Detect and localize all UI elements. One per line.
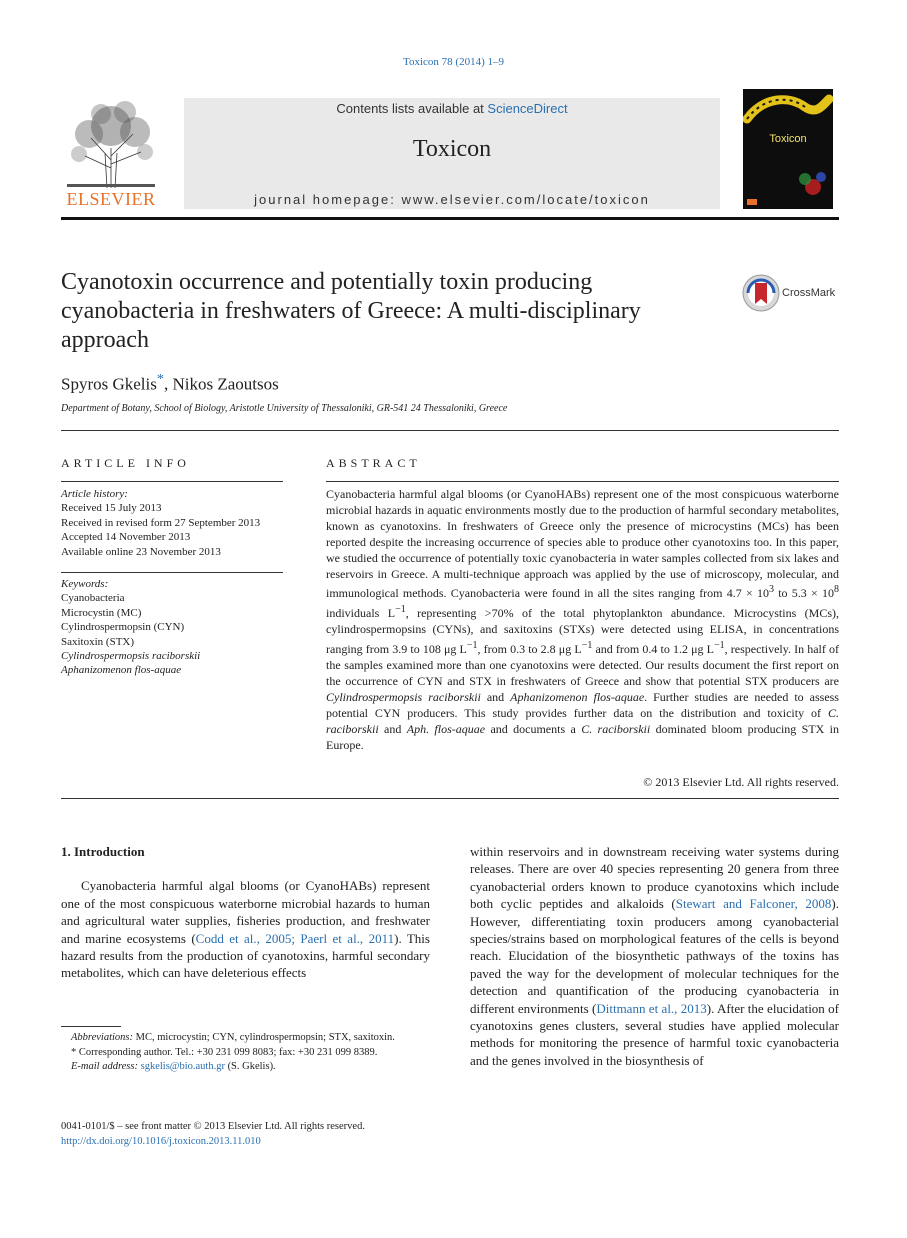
abstract-rule — [326, 481, 839, 482]
journal-citation[interactable]: Toxicon 78 (2014) 1–9 — [403, 56, 504, 68]
article-title: Cyanotoxin occurrence and potentially toxin producing cyanobacteria in freshwaters of Greece: A multi-disciplinary approach — [61, 269, 641, 353]
cover-title: Toxicon — [769, 133, 807, 145]
keyword: Cylindrospermopsin (CYN) — [61, 621, 185, 634]
corresponding-author-marker[interactable]: * — [156, 371, 164, 387]
keywords-label: Keywords: — [61, 578, 109, 590]
history-item: Accepted 14 November 2013 — [61, 531, 191, 544]
abstract-copyright: © 2013 Elsevier Ltd. All rights reserved. — [643, 775, 839, 789]
keywords-rule — [61, 572, 283, 573]
keyword: Aphanizomenon flos-aquae — [61, 664, 182, 677]
history-label: Article history: — [61, 488, 128, 500]
elsevier-tree-icon — [61, 98, 161, 190]
history-item: Received in revised form 27 September 2013 — [61, 516, 261, 529]
crossmark-badge[interactable] — [742, 274, 842, 314]
abbreviations-note: Abbreviations: MC, microcystin; CYN, cylindrospermopsin; STX, saxitoxin. — [71, 1032, 395, 1043]
intro-paragraph-continued: within reservoirs and in downstream receiving water systems during releases. There are over 40 species representing 20 genera from three cyanobacterial orders known to produce cyanotoxins which include both cyclic peptides and alkaloids (Stewart and Falconer, 2008). However, differentiating toxin producers among cyanobacterial species/strains based on morphological features of the cells is beyond reach. Elucidation of the biosynthetic pathways of the toxins has paved the way for the development of molecular techniques for the detection and quantification of the producing cyanobacteria in different environments (Dittmann et al., 2013). After the elucidation of cyanotoxins genes clusters, several studies have applied molecular methods for monitoring the presence of harmful toxic cyanobacteria and the genes involved in the biosynthesis of — [470, 844, 839, 1068]
body-column-right — [470, 843, 839, 1069]
reference-link[interactable]: Dittmann et al., 2013 — [596, 1000, 707, 1016]
footnotes — [61, 1031, 430, 1075]
crossmark-label: CrossMark — [782, 287, 836, 299]
journal-homepage[interactable]: journal homepage: www.elsevier.com/locate/toxicon — [254, 192, 650, 207]
elsevier-wordmark: ELSEVIER — [66, 189, 156, 209]
title-rule — [61, 430, 839, 431]
history-item: Available online 23 November 2013 — [61, 545, 221, 558]
affiliation: Department of Botany, School of Biology, Aristotle University of Thessaloniki, GR-541 24 Thessaloniki, Greece — [61, 403, 508, 414]
contents-prefix: Contents lists available at — [336, 101, 488, 116]
header-rule — [61, 217, 839, 220]
abstract-bottom-rule — [61, 798, 839, 799]
article-info-rule — [61, 481, 283, 482]
article-history — [61, 487, 283, 559]
footnote-rule — [61, 1026, 121, 1027]
crossmark-icon — [742, 274, 780, 312]
keyword: Cylindrospermopsis raciborskii — [61, 650, 201, 663]
abstract-heading: ABSTRACT — [326, 456, 421, 470]
keyword: Microcystin (MC) — [61, 606, 142, 619]
journal-cover — [743, 89, 833, 209]
author-name: Nikos Zaoutsos — [172, 374, 279, 394]
corresponding-author-note: * Corresponding author. Tel.: +30 231 099 8083; fax: +30 231 099 8389. — [71, 1046, 378, 1058]
history-item: Received 15 July 2013 — [61, 502, 162, 515]
contents-line — [184, 101, 720, 116]
author-list — [61, 371, 279, 395]
keywords — [61, 577, 283, 678]
doi-link[interactable]: http://dx.doi.org/10.1016/j.toxicon.2013.11.010 — [61, 1135, 261, 1147]
body-column-left — [61, 843, 430, 982]
author-name: Spyros Gkelis — [61, 374, 157, 394]
intro-paragraph: Cyanobacteria harmful algal blooms (or CyanoHABs) represent one of the most conspicuous waterborne microbial hazards to human and agricultural water supplies, fisheries production, and freshwater and marine ecosystems (Codd et al., 2005; Paerl et al., 2011). This hazard results from the production of cyanotoxins, harmful secondary metabolites, which can have deleterious effects — [61, 878, 430, 981]
keyword: Saxitoxin (STX) — [61, 635, 135, 648]
journal-banner — [184, 98, 720, 209]
author-separator: , — [163, 374, 173, 394]
reference-link[interactable]: Stewart and Falconer, 2008 — [675, 896, 832, 912]
article-info-heading: ARTICLE INFO — [61, 456, 190, 470]
front-matter — [61, 1120, 430, 1149]
email-link[interactable]: sgkelis@bio.auth.gr — [140, 1061, 225, 1072]
front-matter-line: 0041-0101/$ – see front matter © 2013 Elsevier Ltd. All rights reserved. — [61, 1121, 365, 1132]
section-heading: 1. Introduction — [61, 844, 145, 859]
keyword: Cyanobacteria — [61, 592, 125, 605]
sciencedirect-link[interactable]: ScienceDirect — [487, 101, 568, 116]
elsevier-logo — [61, 98, 161, 210]
reference-link[interactable]: Codd et al., 2005; Paerl et al., 2011 — [195, 930, 395, 946]
abstract-text: Cyanobacteria harmful algal blooms (or CyanoHABs) represent one of the most conspicuous waterborne microbial hazards in aquatic environments mostly due to the production of harmful secondary metabolites, known as cyanotoxins. In freshwaters of Greece only the presence of microcystins (MCs) has been reported despite the increasing occurrence of species able to produce other cyanotoxins too. In this paper, we studied the occurrence of potentially toxic cyanobacteria in water samples collected from six lakes and reservoirs in Greece. A multi-technique approach was applied by the use of microscopy, molecular, and immunological methods. Cyanobacteria were found in all the sites ranging from $4.7 \times 10^3$ to $5.3 \times 10^8$ individuals $L^{-1}$, representing >70% of the total phytoplankton abundance. Microcystins (MCs), cylindrospermopsins (CYNs), and saxitoxins (STXs) were detected using ELISA, in concentrations ranging from 3.9 to 108 μg $L^{-1}$, from 0.3 to 2.8 μg $L^{-1}$ and from 0.4 to 1.2 μg $L^{-1}$, respectively. In half of the samples examined more than one cyanotoxins were detected. Our results document the first report on the occurrence of CYN and STX in freshwaters of Greece and show that potential STX producers are Cylindrospermopsis raciborskii and Aphanizomenon flos-aquae. Further studies are needed to assess potential CYN producers. This study provides further data on the distribution and toxicity of C. raciborskii and Aph. flos-aquae and documents a C. raciborskii dominated bloom producing STX in Europe. — [326, 487, 840, 752]
email-note: E-mail address: sgkelis@bio.auth.gr (S. Gkelis). — [71, 1061, 276, 1072]
journal-name: Toxicon — [412, 136, 492, 162]
snake-cover-image — [743, 89, 833, 209]
